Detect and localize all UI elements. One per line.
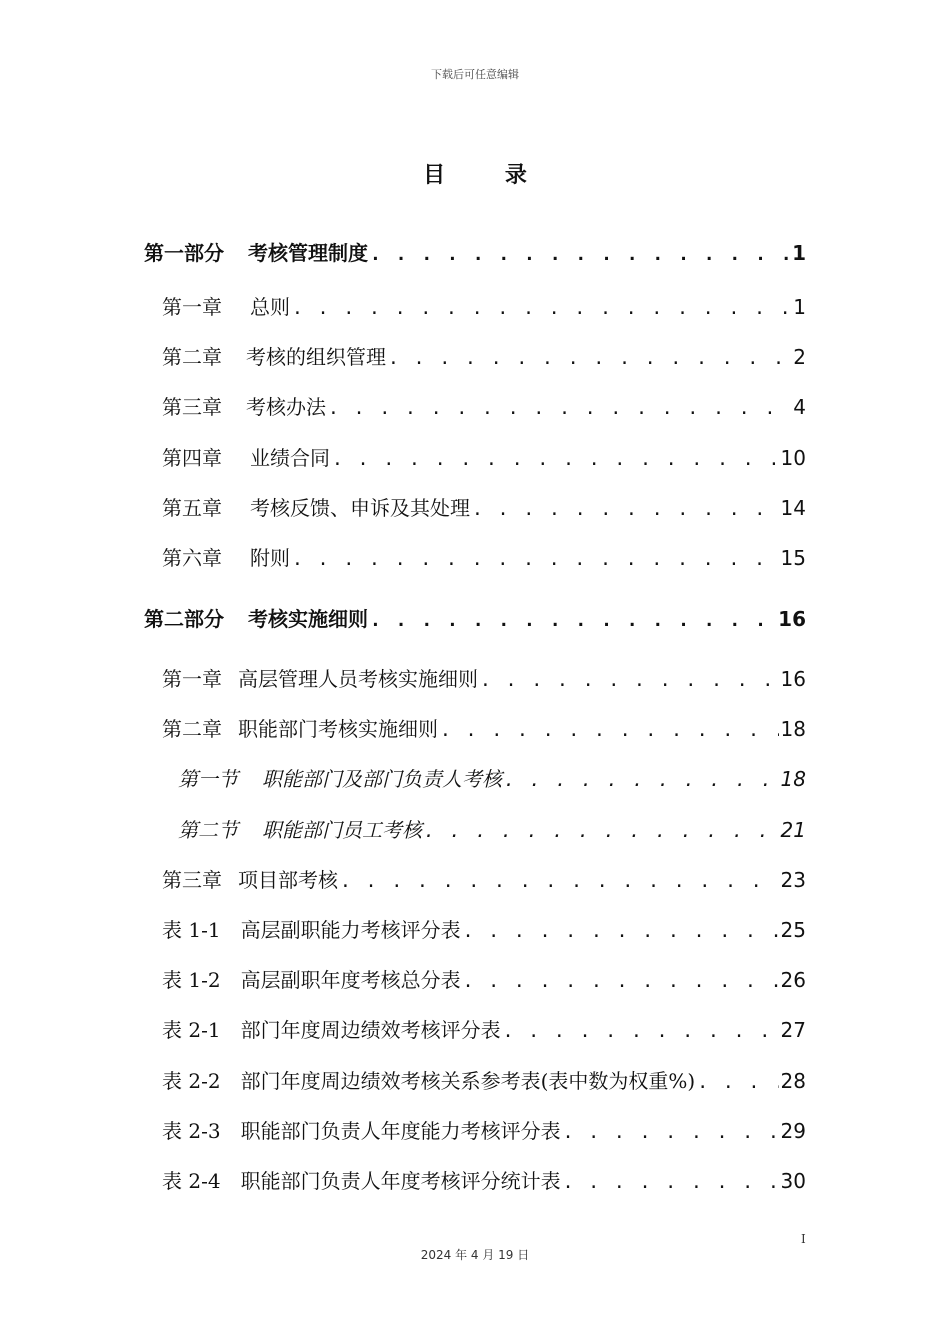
toc-entry[interactable]: [162, 392, 806, 422]
toc-entry[interactable]: [162, 543, 806, 573]
toc-entry-page: 10: [780, 446, 806, 470]
leader-dots: [504, 766, 779, 796]
toc-entry-label: 表 2-2: [162, 1069, 221, 1093]
toc-entry-title: 职能部门负责人年度考核评分统计表: [240, 1169, 561, 1193]
toc-entry-title: 职能部门负责人年度能力考核评分表: [240, 1119, 561, 1143]
toc-entry-page: 18: [780, 717, 806, 741]
toc-entry-page: 14: [780, 496, 806, 520]
toc-entry[interactable]: [162, 342, 806, 372]
toc-entry-label: 第六章: [162, 546, 222, 570]
leader-dots: [463, 917, 779, 947]
toc-entry-title: 考核办法: [246, 395, 326, 419]
toc-entry[interactable]: [162, 1015, 806, 1045]
leader-dots: [480, 666, 779, 696]
toc-entry-label: 表 1-2: [162, 968, 221, 992]
toc-entry-title: 部门年度周边绩效考核关系参考表(表中数为权重%): [240, 1069, 696, 1093]
toc-entry-page: 16: [780, 667, 806, 691]
toc-entry-title: 项目部考核: [238, 868, 338, 892]
toc-entry-label: 第二章: [162, 345, 222, 369]
toc-entry-label: 表 2-4: [162, 1169, 221, 1193]
toc-entry[interactable]: [162, 292, 806, 322]
leader-dots: [697, 1068, 778, 1098]
toc-entry-label: 第四章: [162, 446, 222, 470]
toc-entry[interactable]: [162, 493, 806, 523]
leader-dots: [472, 495, 779, 525]
toc-entry-title: 考核的组织管理: [246, 345, 386, 369]
toc-entry[interactable]: [162, 1116, 806, 1146]
toc-entry[interactable]: [178, 815, 806, 845]
toc-entry-label: 第三章: [162, 868, 222, 892]
leader-dots: [388, 344, 791, 374]
toc-entry-page: 1: [792, 241, 806, 265]
toc-entry-label: 第二节: [178, 818, 238, 842]
toc-entry-title: 考核反馈、申诉及其处理: [250, 496, 470, 520]
toc-entry-label: 第五章: [162, 496, 222, 520]
toc-entry[interactable]: [144, 238, 806, 268]
toc-entry[interactable]: [162, 915, 806, 945]
toc-entry[interactable]: [162, 1066, 806, 1096]
toc-entry-label: 第三章: [162, 395, 222, 419]
toc-entry-title: 业绩合同: [250, 446, 330, 470]
toc-entry[interactable]: [162, 1166, 806, 1196]
toc-entry-page: 27: [780, 1018, 806, 1042]
leader-dots: [440, 716, 779, 746]
page-number: I: [801, 1232, 806, 1246]
toc-entry-title: 职能部门员工考核: [262, 818, 422, 842]
toc-entry[interactable]: [144, 604, 806, 634]
toc-entry-page: 2: [793, 345, 806, 369]
leader-dots: [503, 1017, 779, 1047]
leader-dots: [292, 294, 791, 324]
leader-dots: [292, 545, 779, 575]
toc-entry[interactable]: [162, 664, 806, 694]
leader-dots: [463, 967, 779, 997]
toc-entry-title: 职能部门考核实施细则: [238, 717, 438, 741]
toc-title: 目 录: [423, 163, 553, 188]
toc-entry-title: 考核实施细则: [248, 607, 368, 631]
page-footer-date: 2024 年 4 月 19 日: [420, 1248, 530, 1262]
toc-entry-label: 表 2-3: [162, 1119, 221, 1143]
toc-entry-label: 第一部分: [144, 241, 224, 265]
toc-entry-title: 高层副职年度考核总分表: [240, 968, 461, 992]
toc-entry[interactable]: [162, 443, 806, 473]
toc-entry-label: 第一节: [178, 767, 238, 791]
toc-entry-page: 29: [780, 1119, 806, 1143]
leader-dots: [563, 1168, 779, 1198]
toc-entry-page: 16: [778, 607, 806, 631]
toc-entry-label: 第一章: [162, 667, 222, 691]
leader-dots: [370, 606, 776, 636]
toc-entry-page: 26: [780, 968, 806, 992]
toc-entry[interactable]: [162, 865, 806, 895]
toc-entry-page: 15: [780, 546, 806, 570]
toc-entry-label: 表 2-1: [162, 1018, 221, 1042]
toc-entry-label: 第二章: [162, 717, 222, 741]
toc-entry-page: 18: [780, 767, 806, 791]
toc-entry-label: 第一章: [162, 295, 222, 319]
toc-entry-page: 4: [793, 395, 806, 419]
toc-entry-title: 职能部门及部门负责人考核: [262, 767, 502, 791]
toc-entry-title: 部门年度周边绩效考核评分表: [240, 1018, 501, 1042]
toc-entry-label: 表 1-1: [162, 918, 221, 942]
leader-dots: [370, 240, 790, 270]
toc-entry-title: 总则: [250, 295, 290, 319]
toc-entry-title: 附则: [250, 546, 290, 570]
toc-entry-page: 23: [780, 868, 806, 892]
toc-entry-title: 高层管理人员考核实施细则: [238, 667, 478, 691]
toc-entry-page: 25: [780, 918, 806, 942]
toc-entry[interactable]: [162, 965, 806, 995]
toc-entry-label: 第二部分: [144, 607, 224, 631]
toc-entry-page: 30: [780, 1169, 806, 1193]
toc-entry-page: 21: [780, 818, 806, 842]
toc-entry-title: 考核管理制度: [248, 241, 368, 265]
leader-dots: [424, 817, 779, 847]
page-header: 下载后可任意编辑: [431, 68, 519, 81]
toc-entry-page: 28: [780, 1069, 806, 1093]
toc-entry-page: 1: [793, 295, 806, 319]
leader-dots: [340, 867, 779, 897]
leader-dots: [328, 394, 791, 424]
toc-entry[interactable]: [178, 764, 806, 794]
toc-entry[interactable]: [162, 714, 806, 744]
leader-dots: [332, 445, 779, 475]
toc-entry-title: 高层副职能力考核评分表: [240, 918, 461, 942]
leader-dots: [563, 1118, 779, 1148]
